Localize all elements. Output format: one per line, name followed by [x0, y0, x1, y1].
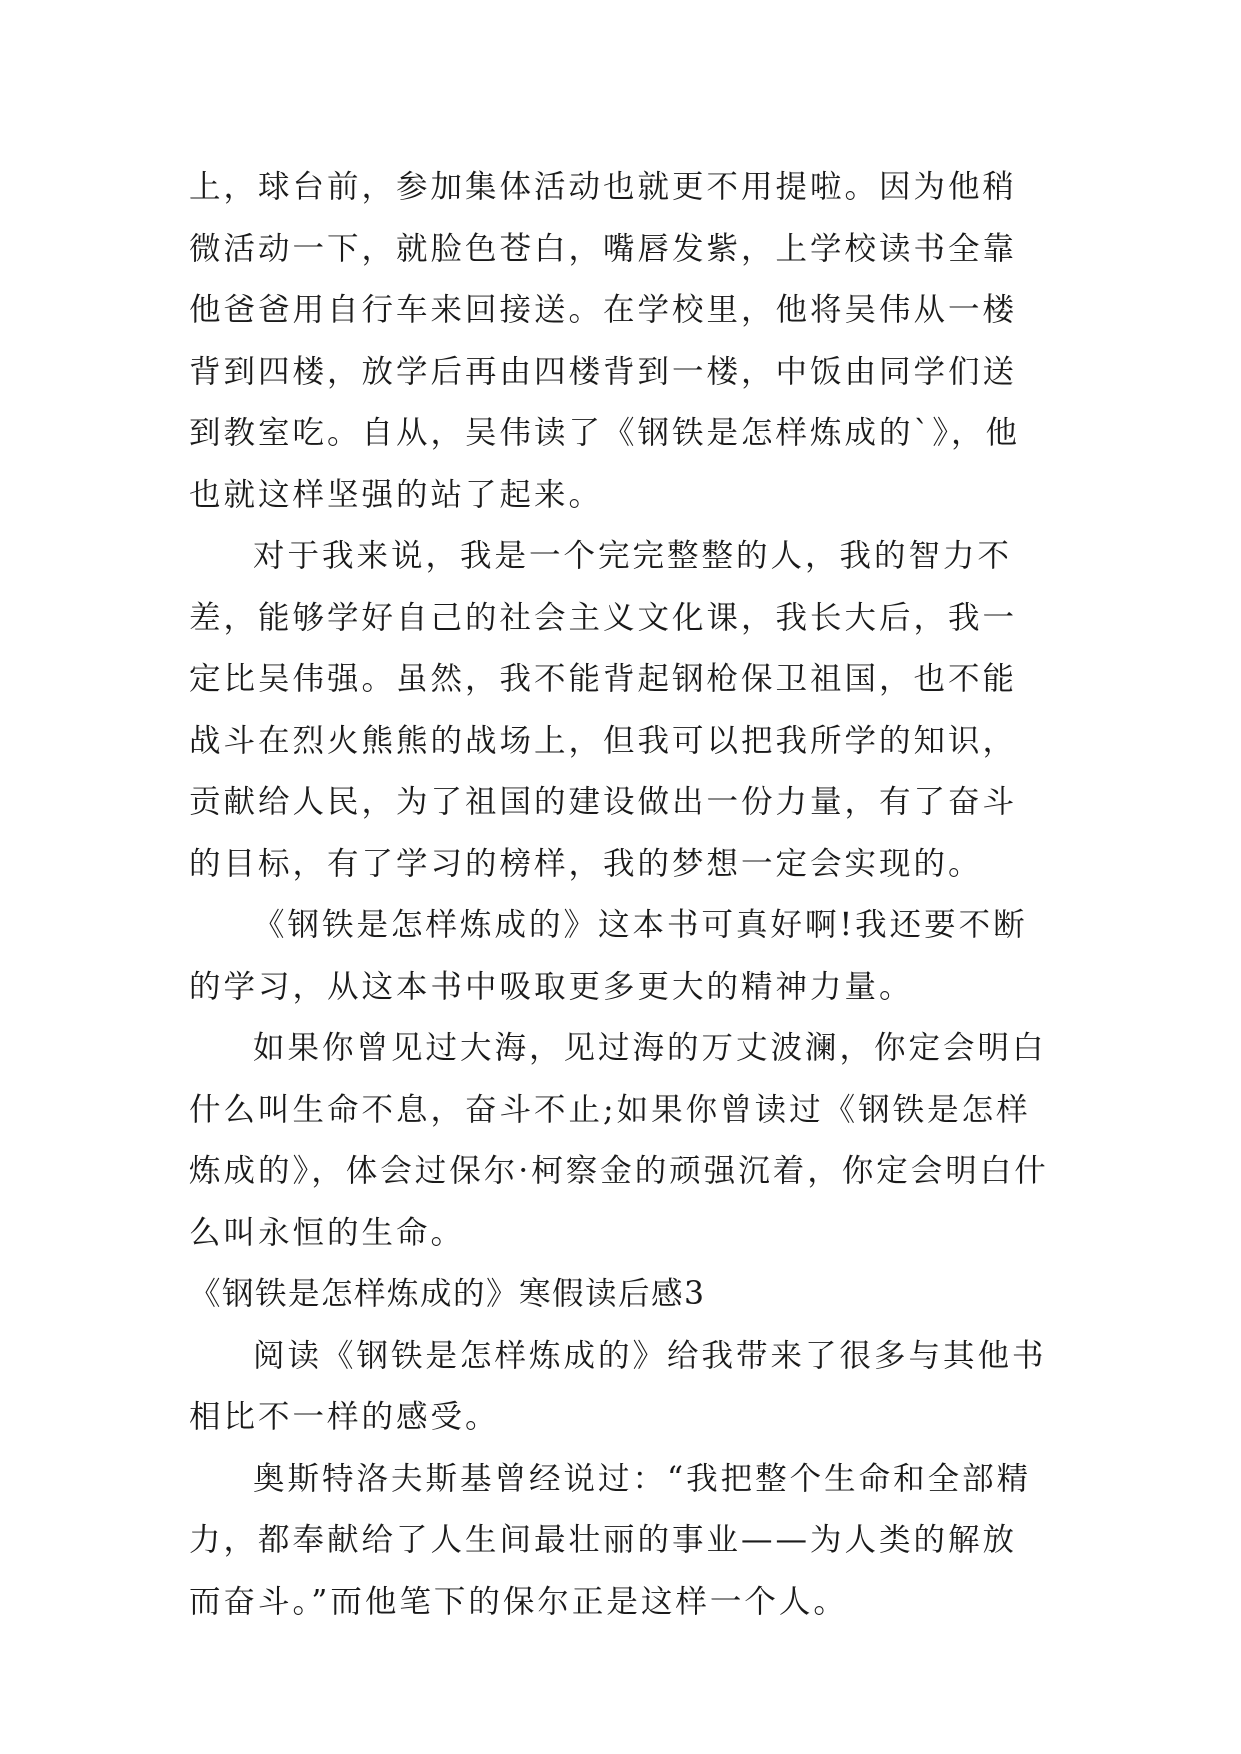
- paragraph-2: 对于我来说，我是一个完完整整的人，我的智力不差，能够学好自己的社会主义文化课，我长大后，我一定比吴伟强。虽然，我不能背起钢枪保卫祖国，也不能战斗在烈火熊熊的战场上，但我可以把我所学的知识，贡献给人民，为了祖国的建设做出一份力量，有了奋斗的目标，有了学习的榜样，我的梦想一定会实现的。: [189, 538, 1018, 882]
- paragraph-1: 上，球台前，参加集体活动也就更不用提啦。因为他稍微活动一下，就脸色苍白，嘴唇发紫，上学校读书全靠他爸爸用自行车来回接送。在学校里，他将吴伟从一楼背到四楼，放学后再由四楼背到一楼，中饭由同学们送到教室吃。自从，吴伟读了《钢铁是怎样炼成的`》，他也就这样坚强的站了起来。: [189, 169, 1021, 513]
- paragraph-3: 《钢铁是怎样炼成的》这本书可真好啊!我还要不断的学习，从这本书中吸取更多更大的精神力量。: [189, 907, 1028, 1005]
- paragraph-4: 如果你曾见过大海，见过海的万丈波澜，你定会明白什么叫生命不息，奋斗不止;如果你曾读过《钢铁是怎样炼成的》，体会过保尔·柯察金的顽强沉着，你定会明白什么叫永恒的生命。: [189, 1030, 1049, 1251]
- section-heading: 《钢铁是怎样炼成的》寒假读后感3: [189, 1276, 706, 1312]
- section-paragraph-2: 奥斯特洛夫斯基曾经说过：“我把整个生命和全部精力，都奉献给了人生间最壮丽的事业——为人类的解放而奋斗。”而他笔下的保尔正是这样一个人。: [189, 1460, 1032, 1620]
- document-body: [189, 157, 1049, 1633]
- section-paragraph-1: 阅读《钢铁是怎样炼成的》给我带来了很多与其他书相比不一样的感受。: [189, 1337, 1047, 1435]
